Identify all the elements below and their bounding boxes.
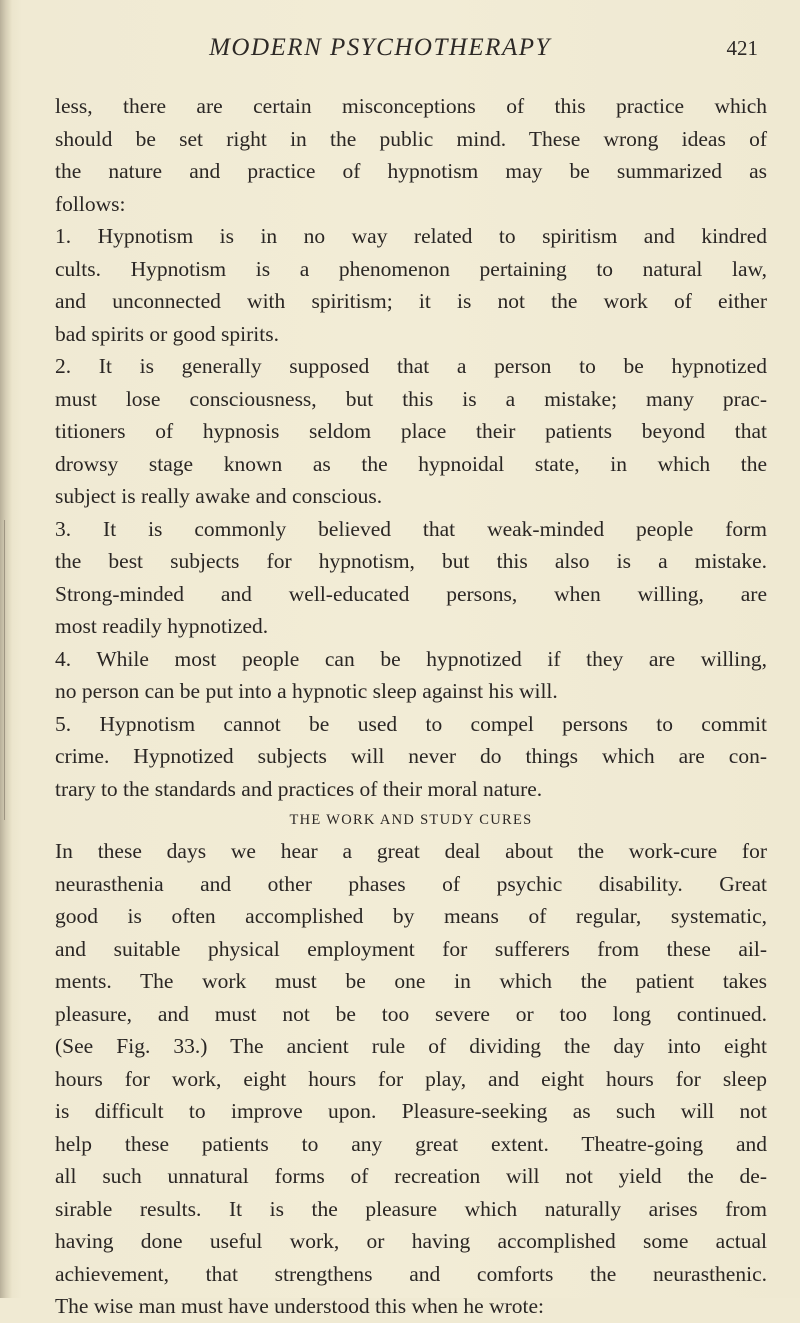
- text-line: bad spirits or good spirits.: [55, 321, 279, 346]
- text-line: follows:: [55, 191, 126, 216]
- text-line: less, there are certain misconceptions of this practice which: [55, 94, 767, 118]
- text-line: cults. Hypnotism is a phenomenon pertaining to natural law,: [55, 256, 767, 281]
- text-line: having done useful work, or having accomplished some actual: [55, 1229, 767, 1253]
- text-line: hours for work, eight hours for play, and eight hours for sleep: [55, 1066, 767, 1091]
- text-line: 2. It is generally supposed that a person to be hypnotized: [55, 354, 767, 378]
- text-line: the best subjects for hypnotism, but this also is a mistake.: [55, 549, 767, 573]
- body-text: [55, 90, 767, 1323]
- page-number: 421: [726, 36, 758, 60]
- running-title: MODERN PSYCHOTHERAPY: [209, 34, 551, 61]
- text-line: 1. Hypnotism is in no way related to spiritism and kindred: [55, 224, 767, 248]
- text-line: crime. Hypnotized subjects will never do things which are con-: [55, 744, 767, 768]
- text-line: sirable results. It is the pleasure which naturally arises from: [55, 1196, 767, 1221]
- text-line: Strong-minded and well-educated persons, when willing, are: [55, 581, 767, 606]
- text-line: most readily hypnotized.: [55, 614, 269, 638]
- text-line: good is often accomplished by means of regular, systematic,: [55, 904, 767, 928]
- text-line: The wise man must have understood this when he wrote:: [55, 1294, 545, 1318]
- text-line: In these days we hear a great deal about the work-cure for: [55, 839, 767, 863]
- text-line: all such unnatural forms of recreation will not yield the de-: [55, 1164, 767, 1188]
- text-line: achievement, that strengthens and comforts the neurasthenic.: [55, 1261, 767, 1286]
- text-line: must lose consciousness, but this is a mistake; many prac-: [55, 386, 767, 411]
- spine-shadow: [0, 0, 12, 1298]
- text-line: should be set right in the public mind. These wrong ideas of: [55, 126, 767, 151]
- text-line: and suitable physical employment for sufferers from these ail-: [55, 936, 767, 961]
- text-line: help these patients to any great extent. Theatre-going and: [55, 1131, 767, 1156]
- text-line: the nature and practice of hypnotism may be summarized as: [55, 159, 767, 183]
- text-line: pleasure, and must not be too severe or too long continued.: [55, 1001, 767, 1026]
- text-line: ments. The work must be one in which the patient takes: [55, 969, 767, 993]
- text-line: and unconnected with spiritism; it is not the work of either: [55, 289, 767, 313]
- text-line: no person can be put into a hypnotic sleep against his will.: [55, 679, 558, 703]
- section-heading: THE WORK AND STUDY CURES: [289, 812, 533, 828]
- text-line: 3. It is commonly believed that weak-minded people form: [55, 516, 767, 541]
- text-line: 5. Hypnotism cannot be used to compel persons to commit: [55, 711, 767, 736]
- text-line: drowsy stage known as the hypnoidal state, in which the: [55, 451, 767, 476]
- running-head: [0, 34, 800, 64]
- spine-line: [4, 520, 5, 820]
- text-line: is difficult to improve upon. Pleasure-seeking as such will not: [55, 1099, 767, 1123]
- text-line: titioners of hypnosis seldom place their patients beyond that: [55, 419, 767, 443]
- text-line: neurasthenia and other phases of psychic disability. Great: [55, 871, 767, 896]
- text-line: 4. While most people can be hypnotized if they are willing,: [55, 646, 767, 671]
- text-line: subject is really awake and conscious.: [55, 484, 383, 508]
- text-line: (See Fig. 33.) The ancient rule of dividing the day into eight: [55, 1034, 767, 1058]
- text-line: trary to the standards and practices of their moral nature.: [55, 776, 543, 801]
